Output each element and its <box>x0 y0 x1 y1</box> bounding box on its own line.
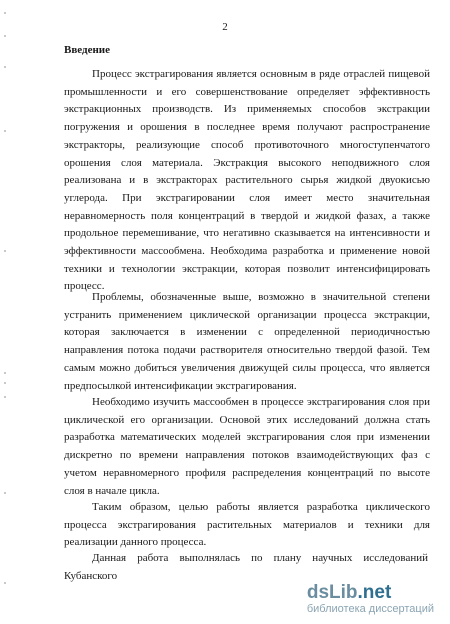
paragraph-plan: Данная работа выполнялась по плану научных исследований Кубанского <box>64 552 428 582</box>
scan-margin-marks <box>4 0 10 624</box>
dslib-watermark <box>307 583 434 616</box>
paragraph-problems: Проблемы, обозначенные выше, возможно в значительной степени устранить применением циклической организации процесса экстракции, которая заключается в изменении с определенной периодичностью направления потока подачи растворителя относительно твердой фазой. Тем самым можно добиться увеличения движущей силы процесса, что является предпосылкой интенсификации экстрагирования. <box>64 291 430 392</box>
paragraph-goal: Таким образом, целью работы является разработка циклического процесса экстрагирования растительных материалов и техники для реализации данного процесса. <box>64 501 430 549</box>
paragraph-research: Необходимо изучить массообмен в процессе экстрагирования слоя при циклической его организации. Основой этих исследований должна стать разработка математических моделей экстрагирования слоя при изменении дискретно по времени направления потоков взаимодействующих фаз с учетом неравномерного профиля распределения концентраций по высоте слоя в начале цикла. <box>64 396 430 497</box>
section-heading: Введение <box>64 44 111 56</box>
watermark-brand: dsLib <box>306 582 358 603</box>
paragraph-intro: Процесс экстрагирования является основным в ряде отраслей пищевой промышленности и его совершенствование определяет эффективность экстракционных производств. Из применяемых способов экстракции погружения и орошения в последнее время получают распространение экстракторы, реализующие способ противоточного многоступенчатого орошения слоя материала. Экстракция высокого неподвижного слоя реализована и в экстракторах растительного сырья жидкой двуокисью углерода. При экстрагировании слоя имеет место значительная неравномерность поля концентраций в твердой и жидкой фазах, а также продольное перемешивание, что негативно сказывается на интенсивности и эффективности массообмена. Необходима разработка и применение новой техники и технологии экстракции, которая позволит интенсифицировать процесс. <box>64 68 430 293</box>
page-number: 2 <box>222 21 228 33</box>
watermark-domain: .net <box>357 582 392 603</box>
watermark-subtitle: библиотека диссертаций <box>306 603 434 615</box>
watermark-logo <box>307 583 434 603</box>
